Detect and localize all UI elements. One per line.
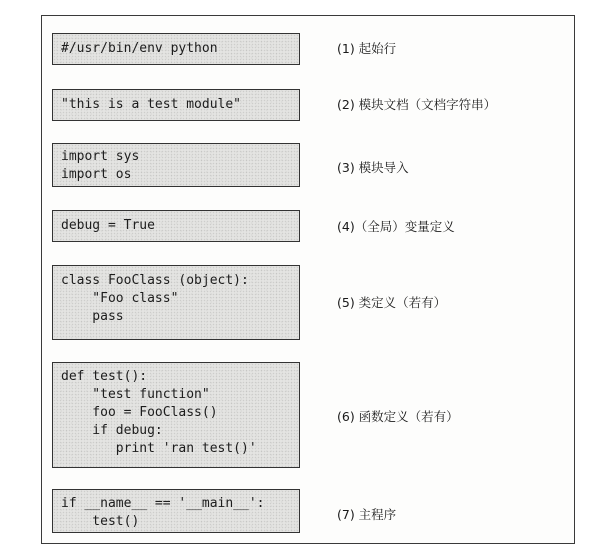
label-function-def: (6) 函数定义（若有）	[337, 409, 459, 424]
code-box-docstring	[52, 89, 300, 121]
label-module-doc: (2) 模块文档（文档字符串）	[337, 97, 497, 112]
code-line: "this is a test module"	[61, 97, 242, 112]
label-module-import: (3) 模块导入	[337, 160, 409, 175]
code-line: "Foo class"	[61, 291, 179, 306]
label-main-program: (7) 主程序	[337, 507, 397, 522]
code-box-globals	[52, 210, 300, 242]
code-box-function	[52, 362, 300, 468]
code-line: class FooClass (object):	[61, 273, 249, 288]
code-line: import os	[61, 167, 132, 182]
code-line: debug = True	[61, 218, 155, 233]
label-class-def: (5) 类定义（若有）	[337, 295, 447, 310]
code-line: test()	[61, 514, 140, 529]
code-line: foo = FooClass()	[61, 405, 218, 420]
code-line: #/usr/bin/env python	[61, 41, 218, 56]
code-line: import sys	[61, 149, 140, 164]
code-line: print 'ran test()'	[61, 441, 257, 456]
code-line: pass	[61, 309, 124, 324]
code-line: "test function"	[61, 387, 210, 402]
code-line: if __name__ == '__main__':	[61, 496, 265, 511]
code-box-main	[52, 489, 300, 533]
code-line: if debug:	[61, 423, 163, 438]
label-global-vars: (4)（全局）变量定义	[337, 219, 455, 234]
code-box-class	[52, 265, 300, 340]
code-line: def test():	[61, 369, 148, 384]
code-box-shebang	[52, 33, 300, 65]
label-start-line: (1) 起始行	[337, 41, 397, 56]
code-box-imports	[52, 143, 300, 187]
